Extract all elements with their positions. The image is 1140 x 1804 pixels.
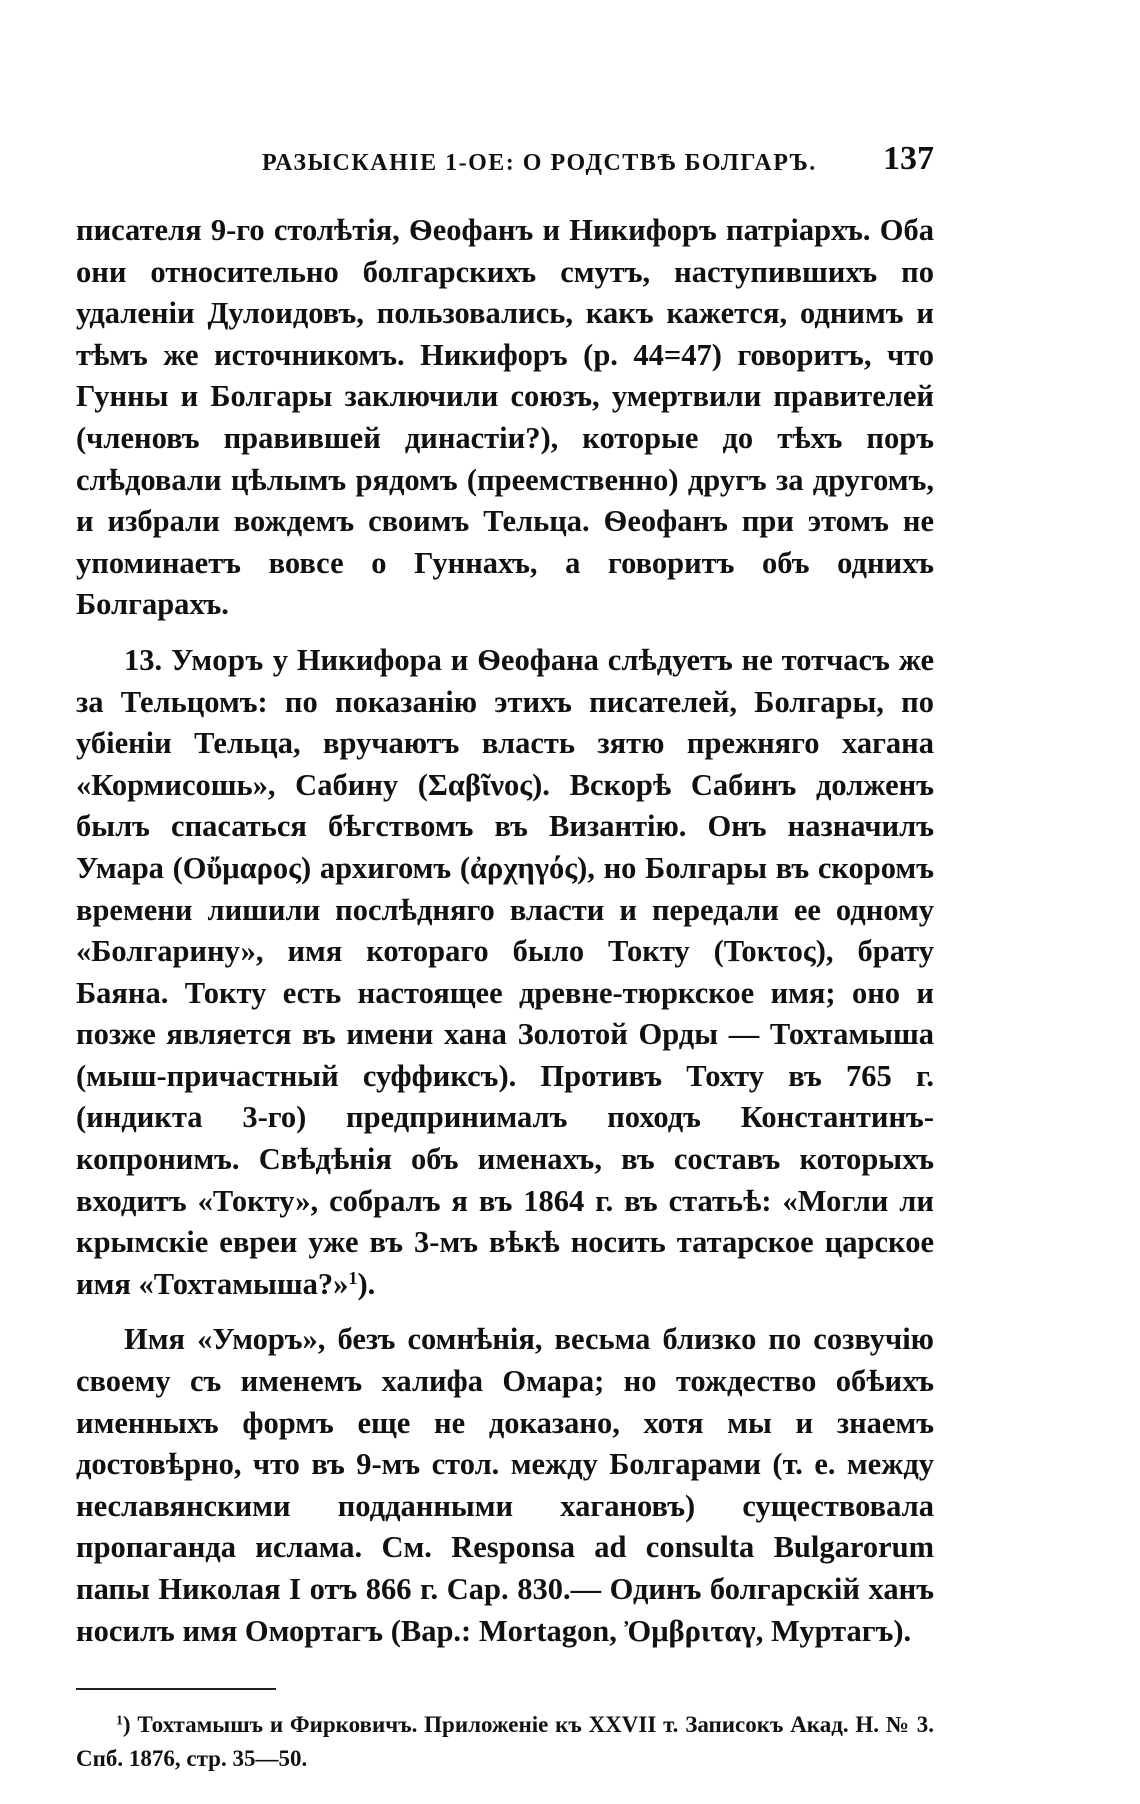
body-text [76, 210, 934, 1652]
section-lead-word: Уморъ [171, 642, 264, 677]
footnote-marker: 1 [116, 1712, 123, 1728]
footnote-divider [76, 1688, 276, 1690]
footnote [76, 1708, 934, 1776]
paragraph-continuation: писателя 9-го столѣтiя, Ѳеофанъ и Никифоръ патрiархъ. Оба они относительно болгарскихъ смутъ, наступившихъ по удаленiи Дулоидовъ, пользовались, какъ кажется, однимъ и тѣмъ же источникомъ. Никифоръ (р. 44=47) говоритъ, что Гунны и Болгары заключили союзъ, умертвили правителей (членовъ правившей династiи?), которые до тѣхъ поръ слѣдовали цѣлымъ рядомъ (преемственно) другъ за другомъ, и избрали вождемъ своимъ Тельца. Ѳеофанъ при этомъ не упоминаетъ вовсе о Гуннахъ, а говоритъ объ однихъ Болгарахъ. [76, 213, 934, 622]
running-title: РАЗЫСКАНIЕ 1-ОЕ: О РОДСТВѢ БОЛГАРЪ. [262, 150, 817, 176]
footnote-text: ) Тохтамышъ и Фирковичъ. Приложенiе къ XXVII т. Записокъ Акад. Н. № 3. Спб. 1876, стр. 35—50. [76, 1712, 934, 1772]
footnote-reference: 1 [348, 1267, 358, 1288]
page-number: 137 [883, 140, 934, 177]
running-head [76, 140, 934, 200]
section-tail: ). [357, 1266, 376, 1301]
section-number: 13. [124, 642, 163, 677]
book-page [76, 140, 934, 1780]
section-text: у Никифора и Ѳеофана слѣдуетъ не тотчасъ же за Тельцомъ: по показанiю этихъ писателей, Болгары, по убiенiи Тельца, вручаютъ власть зятю прежняго хагана «Кормисошь», Сабину (Σαβῖνος). Вскорѣ Сабинъ долженъ былъ спасаться бѣгствомъ въ Византiю. Онъ назначилъ Умара (Οὔμαρος) архигомъ (ἀρχηγός), но Болгары въ скоромъ времени лишили послѣдняго власти и передали ее одному «Болгарину», имя котораго было Токту (Τοκτος), брату Баяна. Токту есть настоящее древне-тюркское имя; оно и позже является въ имени хана Золотой Орды — Тохтамыша (мыш-причастный суффиксъ). Противъ Тохту въ 765 г. (индикта 3-го) предпринималъ походъ Константинъ-копронимъ. Свѣдѣнiя объ именахъ, въ составъ которыхъ входитъ «Токту», собралъ я въ 1864 г. въ статьѣ: «Могли ли крымскiе евреи уже въ 3-мъ вѣкѣ носить татарское царское имя «Тохтамыша?» [76, 642, 935, 1301]
paragraph-section-13 [76, 640, 934, 1306]
paragraph-umor-name: Имя «Уморъ», безъ сомнѣнiя, весьма близко по созвучiю своему съ именемъ халифа Омара; но тождество обѣихъ именныхъ формъ еще не доказано, хотя мы и знаемъ достовѣрно, что въ 9-мъ стол. между Болгарами (т. е. между неславянскими подданными хагановъ) существовала пропаганда ислама. См. Responsa ad consulta Bulgarorum папы Николая I отъ 866 г. Cap. 830.— Одинъ болгарскiй ханъ носилъ имя Омортагъ (Вар.: Mortagon, Ὀμβριταγ, Муртагъ). [76, 1322, 934, 1648]
